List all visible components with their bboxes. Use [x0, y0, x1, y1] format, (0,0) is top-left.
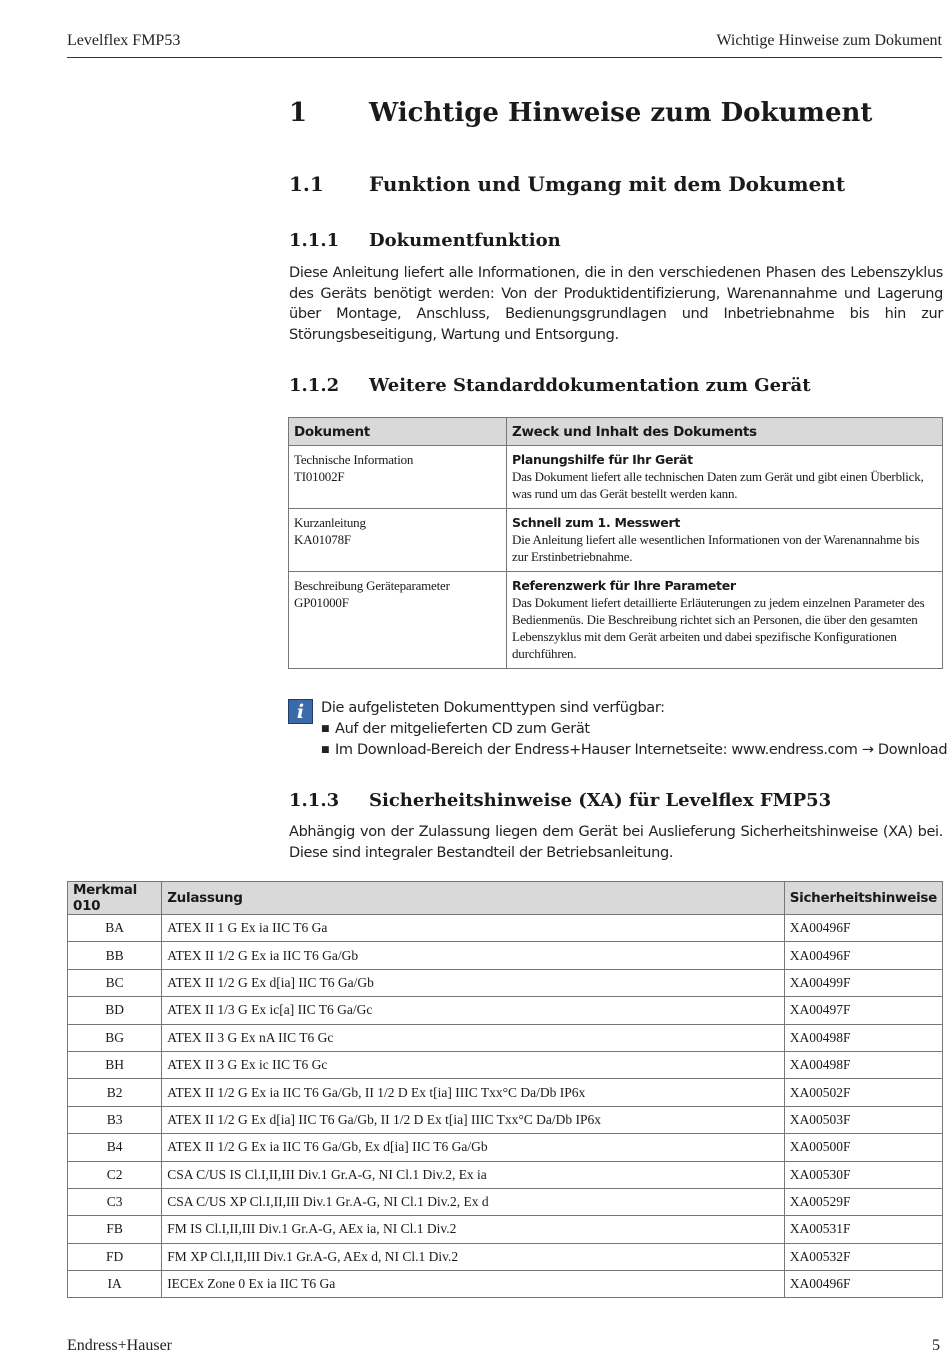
- approval-cell: ATEX II 1/3 G Ex ic[a] IIC T6 Ga/Gc: [162, 997, 785, 1024]
- xa-document-cell: XA00531F: [784, 1216, 942, 1243]
- approval-cell: ATEX II 1/2 G Ex ia IIC T6 Ga/Gb, II 1/2 D Ex t[ia] IIIC Txx°C Da/Db IP6x: [162, 1079, 785, 1106]
- feature-code-cell: B3: [68, 1106, 162, 1133]
- xa-document-cell: XA00496F: [784, 1271, 942, 1298]
- documentation-table: [288, 417, 943, 669]
- approval-cell: ATEX II 3 G Ex nA IIC T6 Gc: [162, 1024, 785, 1051]
- purpose-cell: [507, 509, 943, 572]
- approval-cell: ATEX II 1/2 G Ex ia IIC T6 Ga/Gb: [162, 942, 785, 969]
- table-row: [68, 1079, 943, 1106]
- column-header: Zulassung: [162, 882, 785, 915]
- feature-code-cell: BH: [68, 1051, 162, 1078]
- column-header: Sicherheitshinweise: [784, 882, 942, 915]
- table-row: [68, 942, 943, 969]
- feature-code-cell: B2: [68, 1079, 162, 1106]
- heading-1-1-2: [289, 375, 811, 396]
- heading-number: 1.1.2: [289, 375, 340, 396]
- purpose-description: Die Anleitung liefert alle wesentlichen Informationen von der Warenannahme bis zur Erstinbetriebnahme.: [512, 532, 920, 564]
- xa-document-cell: XA00529F: [784, 1188, 942, 1215]
- purpose-description: Das Dokument liefert detaillierte Erläuterungen zu jedem einzelnen Parameter des Bedienmenüs. Die Beschreibung richtet sich an Personen, die über den gesamten Lebenszyklus mit dem Gerät arbeiten und dabei spezifische Konfigurationen durchführen.: [512, 595, 925, 661]
- approval-cell: ATEX II 1/2 G Ex ia IIC T6 Ga/Gb, Ex d[ia] IIC T6 Ga/Gb: [162, 1134, 785, 1161]
- heading-number: 1.1: [289, 172, 324, 196]
- page-number: 5: [932, 1337, 940, 1354]
- footer-company: Endress+Hauser: [67, 1337, 172, 1354]
- approval-cell: CSA C/US IS Cl.I,II,III Div.1 Gr.A-G, NI Cl.1 Div.2, Ex ia: [162, 1161, 785, 1188]
- header-rule: [67, 57, 942, 58]
- table-row: [68, 1051, 943, 1078]
- table-row: [68, 1024, 943, 1051]
- table-row: [68, 915, 943, 942]
- feature-code-cell: BG: [68, 1024, 162, 1051]
- feature-code-cell: BD: [68, 997, 162, 1024]
- approval-cell: ATEX II 1/2 G Ex d[ia] IIC T6 Ga/Gb: [162, 969, 785, 996]
- table-row: [68, 997, 943, 1024]
- heading-1-1-3: [289, 790, 831, 811]
- heading-title: Weitere Standarddokumentation zum Gerät: [369, 375, 811, 396]
- feature-code-cell: C3: [68, 1188, 162, 1215]
- approval-cell: IECEx Zone 0 Ex ia IIC T6 Ga: [162, 1271, 785, 1298]
- heading-number: 1.1.1: [289, 230, 340, 251]
- heading-title: Funktion und Umgang mit dem Dokument: [369, 172, 846, 196]
- heading-1-1: [289, 172, 845, 196]
- approval-cell: FM IS Cl.I,II,III Div.1 Gr.A-G, AEx ia, NI Cl.1 Div.2: [162, 1216, 785, 1243]
- table-header-row: [68, 882, 943, 915]
- document-cell: [289, 572, 507, 669]
- feature-code-cell: IA: [68, 1271, 162, 1298]
- table-row: [289, 572, 943, 669]
- table-row: [68, 1106, 943, 1133]
- feature-code-cell: BB: [68, 942, 162, 969]
- safety-instructions-table: [67, 881, 943, 1298]
- table-row: [68, 1271, 943, 1298]
- purpose-title: Schnell zum 1. Messwert: [512, 515, 681, 530]
- xa-document-cell: XA00530F: [784, 1161, 942, 1188]
- xa-document-cell: XA00496F: [784, 915, 942, 942]
- note-intro: Die aufgelisteten Dokumenttypen sind verfügbar:: [321, 700, 665, 716]
- xa-document-cell: XA00497F: [784, 997, 942, 1024]
- availability-note: [321, 698, 947, 761]
- table-row: [68, 1216, 943, 1243]
- feature-code-cell: B4: [68, 1134, 162, 1161]
- xa-document-cell: XA00498F: [784, 1024, 942, 1051]
- document-code: KA01078F: [294, 532, 351, 547]
- table-row: [68, 1161, 943, 1188]
- xa-document-cell: XA00498F: [784, 1051, 942, 1078]
- heading-1: [289, 98, 872, 128]
- table-row: [289, 509, 943, 572]
- purpose-title: Referenzwerk für Ihre Parameter: [512, 578, 736, 593]
- approval-cell: ATEX II 3 G Ex ic IIC T6 Gc: [162, 1051, 785, 1078]
- document-cell: [289, 509, 507, 572]
- paragraph-safety-instructions: Abhängig von der Zulassung liegen dem Gerät bei Auslieferung Sicherheitshinweise (XA) bei. Diese sind integraler Bestandteil der Betriebsanleitung.: [289, 824, 943, 861]
- purpose-description: Das Dokument liefert alle technischen Daten zum Gerät und gibt einen Überblick, was rund um das Gerät bestellt werden kann.: [512, 469, 924, 501]
- xa-document-cell: XA00502F: [784, 1079, 942, 1106]
- running-header-product: Levelflex FMP53: [67, 32, 181, 49]
- list-item: [321, 740, 947, 761]
- approval-cell: FM XP Cl.I,II,III Div.1 Gr.A-G, AEx d, NI Cl.1 Div.2: [162, 1243, 785, 1270]
- table-row: [68, 1134, 943, 1161]
- xa-document-cell: XA00500F: [784, 1134, 942, 1161]
- document-cell: [289, 446, 507, 509]
- list-item: [321, 719, 947, 740]
- column-header: Merkmal 010: [68, 882, 162, 915]
- table-row: [68, 1188, 943, 1215]
- table-body: [68, 915, 943, 1298]
- document-code: TI01002F: [294, 469, 345, 484]
- heading-1-1-1: [289, 230, 561, 251]
- document-type: Kurzanleitung: [294, 515, 366, 530]
- xa-document-cell: XA00496F: [784, 942, 942, 969]
- document-code: GP01000F: [294, 595, 349, 610]
- column-header: Dokument: [289, 418, 507, 446]
- purpose-title: Planungshilfe für Ihr Gerät: [512, 452, 693, 467]
- table-row: [68, 969, 943, 996]
- feature-code-cell: FB: [68, 1216, 162, 1243]
- list-item-text: Im Download-Bereich der Endress+Hauser Internetseite: www.endress.com → Download: [335, 742, 948, 758]
- xa-document-cell: XA00499F: [784, 969, 942, 996]
- heading-number: 1: [289, 98, 308, 128]
- approval-cell: ATEX II 1/2 G Ex d[ia] IIC T6 Ga/Gb, II 1/2 D Ex t[ia] IIIC Txx°C Da/Db IP6x: [162, 1106, 785, 1133]
- heading-title: Sicherheitshinweise (XA) für Levelflex FMP53: [369, 790, 832, 811]
- feature-code-cell: FD: [68, 1243, 162, 1270]
- info-icon: i: [288, 699, 313, 724]
- xa-document-cell: XA00503F: [784, 1106, 942, 1133]
- list-item-text: Auf der mitgelieferten CD zum Gerät: [335, 721, 590, 737]
- feature-code-cell: BC: [68, 969, 162, 996]
- table-row: [289, 446, 943, 509]
- purpose-cell: [507, 572, 943, 669]
- heading-title: Dokumentfunktion: [369, 230, 561, 251]
- feature-code-cell: BA: [68, 915, 162, 942]
- approval-cell: CSA C/US XP Cl.I,II,III Div.1 Gr.A-G, NI Cl.1 Div.2, Ex d: [162, 1188, 785, 1215]
- running-header-chapter: Wichtige Hinweise zum Dokument: [716, 32, 942, 49]
- heading-title: Wichtige Hinweise zum Dokument: [369, 98, 873, 128]
- document-type: Technische Information: [294, 452, 414, 467]
- table-header-row: [289, 418, 943, 446]
- xa-document-cell: XA00532F: [784, 1243, 942, 1270]
- approval-cell: ATEX II 1 G Ex ia IIC T6 Ga: [162, 915, 785, 942]
- paragraph-document-function: Diese Anleitung liefert alle Informationen, die in den verschiedenen Phasen des Lebenszyklus des Geräts benötigt werden: Von der Produktidentifizierung, Warenannahme und Lagerung über Montage, Anschluss, Bedienungsgrundlagen und Inbetriebnahme bis hin zur Störungsbeseitigung, Wartung und Entsorgung.: [289, 265, 943, 343]
- feature-code-cell: C2: [68, 1161, 162, 1188]
- heading-number: 1.1.3: [289, 790, 340, 811]
- table-row: [68, 1243, 943, 1270]
- purpose-cell: [507, 446, 943, 509]
- column-header: Zweck und Inhalt des Dokuments: [507, 418, 943, 446]
- document-type: Beschreibung Geräteparameter: [294, 578, 450, 593]
